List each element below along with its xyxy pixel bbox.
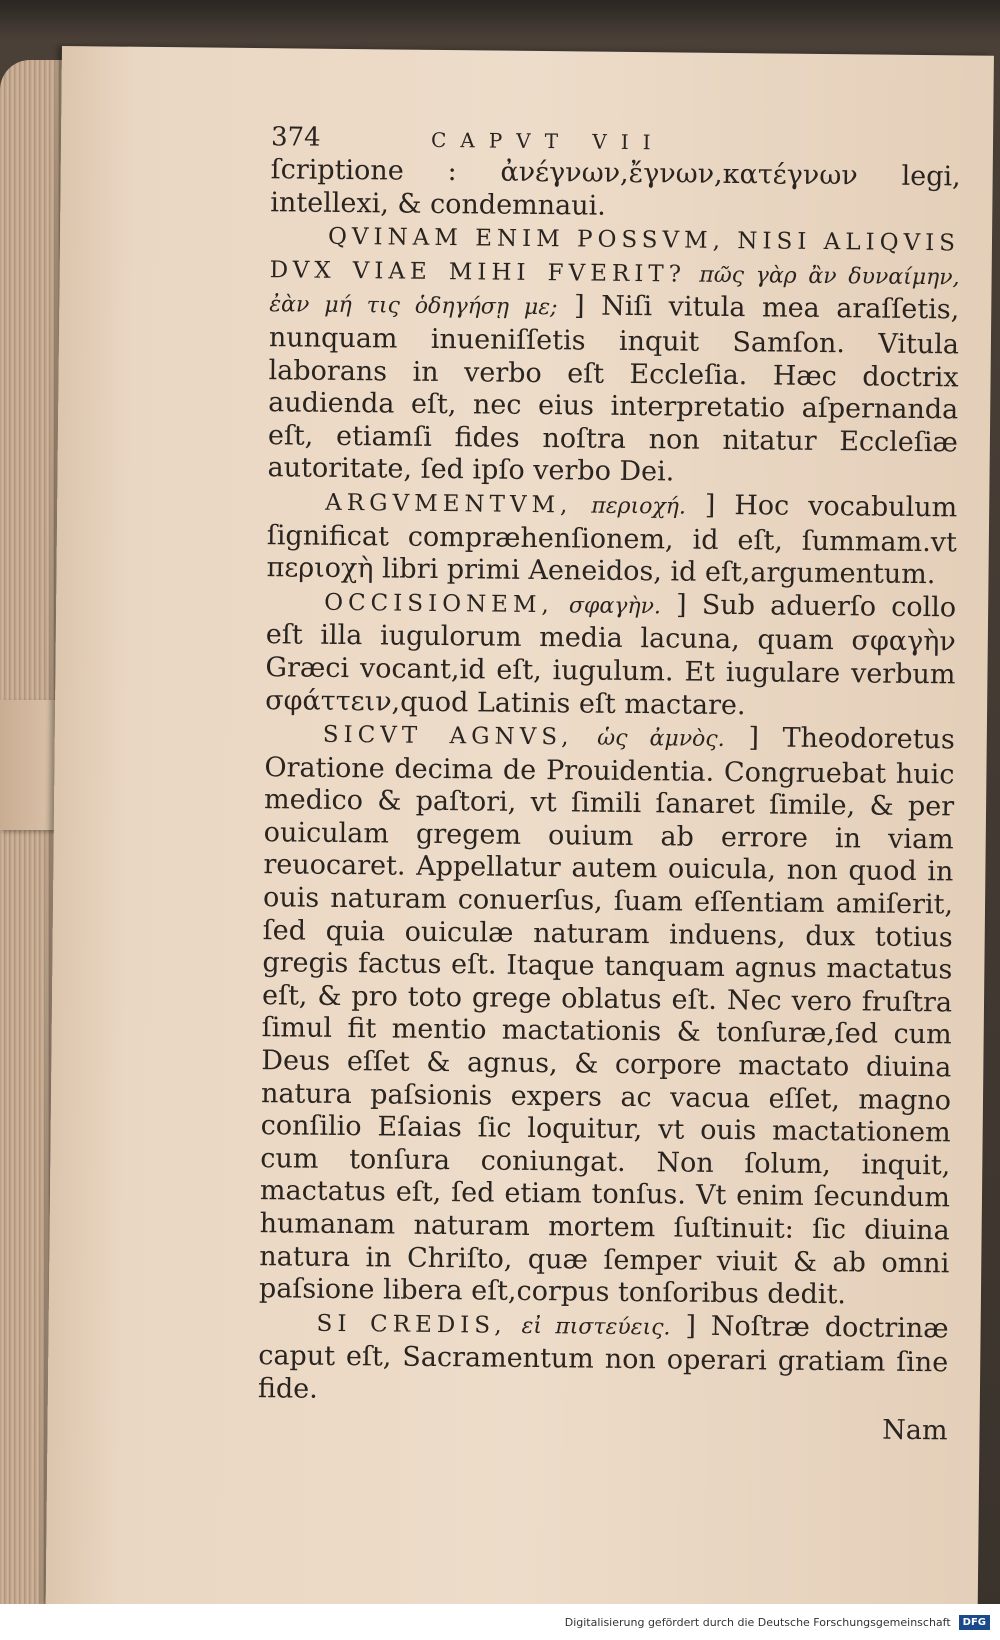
paragraph (266, 485, 957, 592)
body-text (258, 154, 961, 1413)
greek-text: εἰ πιστεύεις. (521, 1313, 671, 1341)
greek-text: περιοχή. (591, 493, 687, 520)
greek-text: ὡς ἀμνὸς. (597, 725, 725, 753)
lemma: SI CREDIS, (316, 1310, 507, 1339)
chapter-title: CAPVT VII (430, 127, 665, 155)
paragraph (270, 154, 961, 226)
paragraph-text: ] Sub aduerſo collo eſt illa iugulorum media lacuna, quam σφαγὴν Græci vocant,id eſt, iugulum. Et iugulare verbum σφάττειν,quod Latinis eſt mactare. (264, 589, 957, 721)
lemma: ARGVMENTVM, (325, 489, 573, 519)
page-number: 374 (270, 122, 321, 153)
greek-text: πῶς γὰρ ἂν δυναίμην, ἐὰν μή τις ὁδηγήσῃ με; (269, 262, 960, 321)
dfg-logo: DFG (959, 1615, 990, 1630)
book-page (46, 46, 994, 1616)
paragraph (267, 219, 960, 492)
lemma: SICVT AGNVS, (322, 721, 574, 751)
running-head (271, 122, 961, 159)
funding-credit: Digitalisierung gefördert durch die Deutsche Forschungsgemeinschaft (564, 1615, 951, 1629)
lemma: QVINAM ENIM POSSVM, NISI ALIQVIS DVX VIAE MIHI FVERIT? (269, 223, 961, 288)
greek-text: σφαγὴν. (568, 593, 662, 620)
paragraph (258, 1306, 949, 1413)
paragraph-text: ] Theodoretus Oratione decima de Prouidentia. Congruebat huic medico & paſtori, vt ſimili ſanaret ſimile, & per ouiculam gregem ouium ab errore in viam reuocaret. Appellatur autem ouicula, non quod in ouis naturam conuerſus, ſuam eſſentiam amiſerit, ſed quia ouiculæ naturam induens, dux totius gregis factus eſt. Itaque tanquam agnus mactatus eſt, & pro toto grege oblatus eſt. Nec vero fruſtra ſimul fit mentio mactationis & tonſuræ,ſed cum Deus eſſet & agnus, & corpore mactato diuina natura paſsionis expers ac vacua eſſet, magno conſilio Eſaias ſic loquitur, vt ouis mactationem cum tonſura coniungat. Non ſolum, inquit, mactatus eſt, ſed etiam tonſus. Vt enim ſecundum humanam naturam mortem ſuſtinuit: ſic diuina natura in Chriſto, quæ ſemper viuit & ab omni paſsione libera eſt,corpus tonſoribus dedit. (258, 722, 955, 1311)
paragraph-text: ] Niſi vitula mea araſſetis, nunquam inueniſſetis inquit Samſon. Vitula laborans in verbo eſt Eccleſia. Hæc doctrix audienda eſt, nec eius interpretatio aſpernanda eſt, etiamſi fides noſtra non nitatur Eccleſiæ autoritate, ſed ipſo verbo Dei. (267, 290, 960, 488)
lemma: OCCISIONEM, (324, 589, 554, 618)
paragraph-text: ] Hoc vocabulum ſignificat compræhenſionem, id eſt, ſummam.vt περιοχὴ libri primi Aeneidos, id eſt,argumentum. (266, 489, 958, 591)
paragraph-text: ſcriptione : ἀνέγνων,ἔγνων,κατέγνων legi, intellexi, & condemnaui. (270, 154, 961, 222)
paragraph-text: ] Noſtræ doctrinæ caput eſt, Sacramentum non operari gratiam ſine fide. (257, 1310, 949, 1405)
catchword: Nam (882, 1414, 948, 1446)
paragraph (259, 717, 955, 1313)
text-block (257, 122, 961, 1446)
paragraph (265, 585, 956, 725)
digitization-footer (0, 1604, 1000, 1640)
